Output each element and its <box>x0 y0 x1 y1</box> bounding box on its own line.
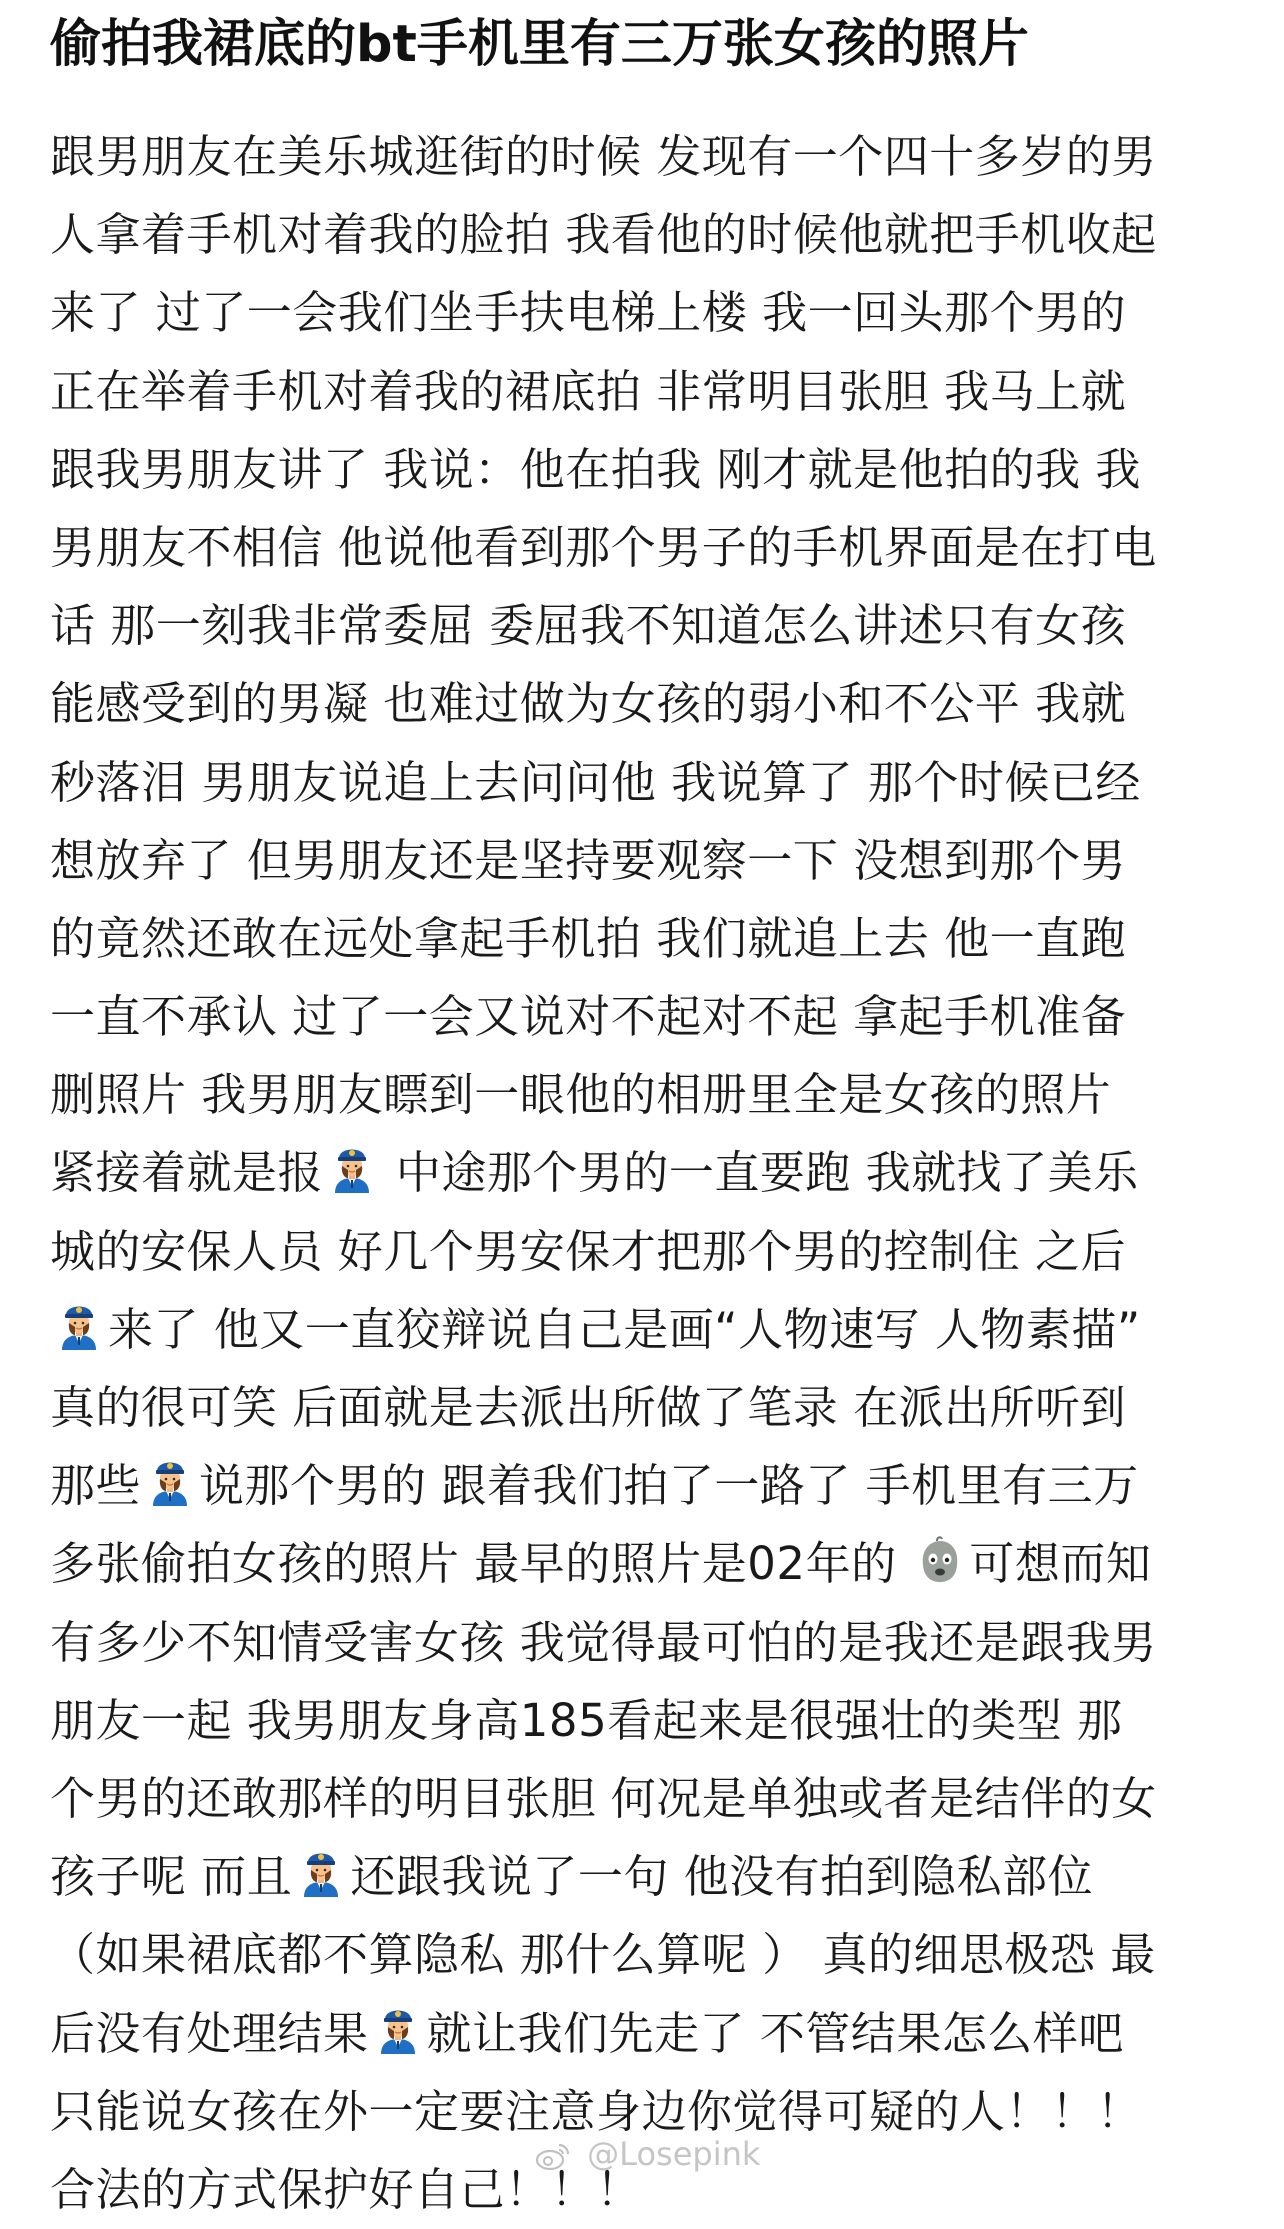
post-text: 多张偷拍女孩的照片 最早的照片是02年的 <box>50 1537 912 1591</box>
police-officer-icon <box>327 1140 377 1218</box>
post-text: 可想而知 <box>969 1537 1152 1591</box>
police-officer-icon <box>54 1297 104 1375</box>
post-text: 紧接着就是报 <box>50 1146 324 1200</box>
post-text: 还跟我说了一句 他没有拍到隐私部位 <box>350 1850 1094 1904</box>
post-text: 跟我男朋友讲了 我说：他在拍我 刚才就是他拍的我 我 <box>50 442 1141 496</box>
post-line <box>50 1213 1250 1291</box>
post-text: 删照片 我男朋友瞟到一眼他的相册里全是女孩的照片 <box>50 1068 1112 1122</box>
weibo-logo-icon <box>535 2141 571 2179</box>
post-line <box>50 509 1250 587</box>
post-text: 跟男朋友在美乐城逛街的时候 发现有一个四十多岁的男 <box>50 130 1157 183</box>
police-officer-icon <box>145 1453 195 1531</box>
post-title: 偷拍我裙底的bt手机里有三万张女孩的照片 <box>50 15 1029 74</box>
post-line <box>50 1682 1250 1760</box>
post-line <box>50 665 1250 743</box>
post-text: 来了 他又一直狡辩说自己是画“人物速写 人物素描” <box>108 1302 1141 1356</box>
post-line <box>50 1760 1250 1838</box>
post-text: 想放弃了 但男朋友还是坚持要观察一下 没想到那个男 <box>50 833 1127 887</box>
post-text: 中途那个男的一直要跑 我就找了美乐 <box>381 1146 1139 1200</box>
post-line <box>50 431 1250 509</box>
post-text: 有多少不知情受害女孩 我觉得最可怕的是我还是跟我男 <box>50 1615 1157 1669</box>
post-line <box>50 1369 1250 1447</box>
post-text: 话 那一刻我非常委屈 委屈我不知道怎么讲述只有女孩 <box>50 599 1127 653</box>
post-text: （如果裙底都不算隐私 那什么算呢 ） 真的细思极恐 最 <box>50 1928 1156 1982</box>
post-line <box>50 118 1250 196</box>
post-text: 说那个男的 跟着我们拍了一路了 手机里有三万 <box>199 1459 1139 1513</box>
post-line <box>50 1525 1250 1603</box>
police-officer-icon <box>296 1844 346 1922</box>
post-text: 一直不承认 过了一会又说对不起对不起 拿起手机准备 <box>50 990 1127 1044</box>
grimacing-blob-icon <box>915 1531 965 1609</box>
post-text: 就让我们先走了 不管结果怎么样吧 <box>426 2006 1124 2060</box>
post-body <box>50 118 1250 2229</box>
post-text: 来了 过了一会我们坐手扶电梯上楼 我一回头那个男的 <box>50 286 1127 340</box>
post-line <box>50 822 1250 900</box>
post-line <box>50 1291 1250 1369</box>
post-text: 秒落泪 男朋友说追上去问问他 我说算了 那个时候已经 <box>50 755 1141 809</box>
post-text: 男朋友不相信 他说他看到那个男子的手机界面是在打电 <box>50 520 1157 574</box>
watermark <box>535 2135 760 2179</box>
post-line <box>50 1604 1250 1682</box>
post-line <box>50 1995 1250 2073</box>
post-line <box>50 587 1250 665</box>
post-text: 的竟然还敢在远处拿起手机拍 我们就追上去 他一直跑 <box>50 911 1127 965</box>
post-text: 正在举着手机对着我的裙底拍 非常明目张胆 我马上就 <box>50 364 1127 418</box>
post-line <box>50 1916 1250 1994</box>
post-line <box>50 274 1250 352</box>
watermark-text: @Losepink <box>587 2135 761 2173</box>
post-line <box>50 900 1250 978</box>
police-officer-icon <box>373 2001 423 2079</box>
post-text: 城的安保人员 好几个男安保才把那个男的控制住 之后 <box>50 1224 1127 1278</box>
post-text: 能感受到的男凝 也难过做为女孩的弱小和不公平 我就 <box>50 677 1127 731</box>
post-line <box>50 1447 1250 1525</box>
post-text: 后没有处理结果 <box>50 2006 369 2060</box>
post-text: 朋友一起 我男朋友身高185看起来是很强壮的类型 那 <box>50 1693 1123 1747</box>
post-line <box>50 978 1250 1056</box>
post-text: 人拿着手机对着我的脸拍 我看他的时候他就把手机收起 <box>50 208 1157 262</box>
post-text: 孩子呢 而且 <box>50 1850 293 1904</box>
post-line <box>50 1838 1250 1916</box>
post-line <box>50 353 1250 431</box>
post-text: 个男的还敢那样的明目张胆 何况是单独或者是结伴的女 <box>50 1771 1157 1825</box>
post-text: 合法的方式保护好自己！！！ <box>50 2162 642 2216</box>
post-line <box>50 1134 1250 1212</box>
post-line <box>50 196 1250 274</box>
post-line <box>50 744 1250 822</box>
post-text: 真的很可笑 后面就是去派出所做了笔录 在派出所听到 <box>50 1381 1127 1434</box>
post <box>50 0 1250 2229</box>
post-text: 那些 <box>50 1459 142 1513</box>
post-line <box>50 1056 1250 1134</box>
post-text: 只能说女孩在外一定要注意身边你觉得可疑的人！！！ <box>50 2084 1143 2138</box>
